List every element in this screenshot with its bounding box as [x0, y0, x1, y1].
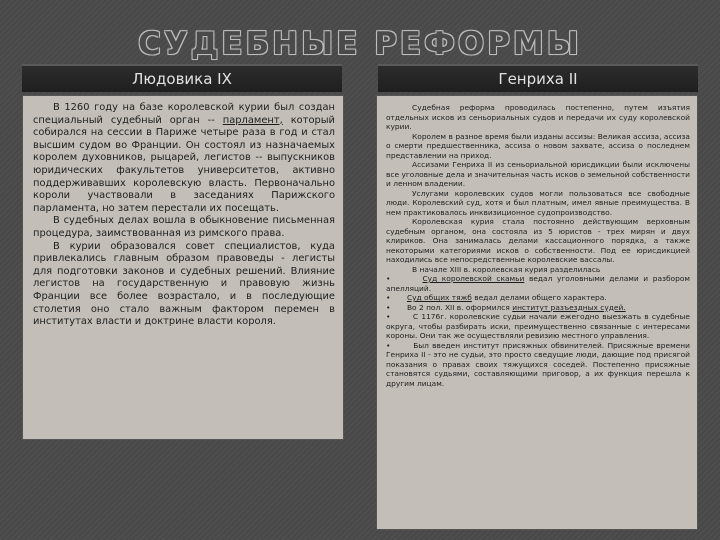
bullet-item: • С 1176г. королевские судьи начали ежегодно выезжать в судебные округа, чтобы разбирать иски, преимущественно связанные с интересами короны. Они так же осуществляли ревизию местного управления. [386, 312, 690, 340]
bullet-item: • Во 2 пол. XII в. оформился институт разъездных судей. [386, 302, 626, 312]
column-header-louis: Людовика IX [22, 64, 342, 92]
parliament-term: парламент, [222, 114, 283, 126]
bullet-item: • Суд общих тяжб ведал делами общего характера. [386, 293, 607, 302]
paragraph: Королевская курия стала постоянно действующим верховным судебным органом, она состояла из 5 юристов - трех мирян и двух клириков. Она занималась делами кассационного порядка, а также некоторыми категориями исков о собственности. Под ее юрисдикцией находились все непосредственные королевские вассалы. [386, 217, 690, 264]
bullet-icon: • [386, 293, 391, 302]
bullet-item: • Суд королевской скамьи ведал уголовными делами и разбором апелляций. [386, 274, 690, 293]
bullet-item: • Был введен институт присяжных обвинителей. Присяжные времени Генриха II - это не судьи, это просто сведущие люди, дающие под присягой показания о правах своих тяжущихся соседей. Постепенно присяжные становятся судьями, составляющими приговор, а их функция перешла к другим лицам. [386, 340, 690, 388]
slide-title: СУДЕБНЫЕ РЕФОРМЫ [138, 26, 582, 62]
paragraph: В курии образовался совет специалистов, куда привлекались главным образом правоведы - легисты для подготовки законов и судебных решений. Влияние легистов на государственную и правовую жизнь Франции все более возрастало, и в последующие столетия оно стало важным фактором перемен в институтах власти и доктрине власти короля. [33, 240, 335, 328]
paragraph: В судебных делах вошла в обыкновение письменная процедура, заимствованная из римского права. [33, 215, 335, 239]
henry-reform-text-box [376, 95, 698, 530]
paragraph: Королем в разное время были изданы ассизы: Великая ассиза, ассиза о смерти предшественника, ассиза о новом захвате, ассиза о последнем представлении на приход. [386, 131, 690, 160]
column-header-henry: Генриха II [378, 64, 698, 92]
paragraph: В начале XIII в. королевская курия разделилась [412, 264, 601, 274]
bullet-icon: • [386, 340, 391, 350]
paragraph: Ассизами Генриха II из сеньориальной юрисдикции были исключены все уголовные дела и значительная часть исков о земельной собственности и ленном владении. [386, 160, 690, 188]
paragraph: Судебная реформа проводилась постепенно, путем изъятия отдельных исков из сеньориальных судов и передачи их суду королевской курии. [386, 103, 690, 131]
paragraph: Услугами королевских судов могли пользоваться все свободные люди. Королевский суд, хотя и был платным, имел явные преимущества. В нем практиковалось инквизиционное судопроизводство. [386, 188, 690, 217]
bullet-icon: • [386, 302, 391, 312]
louis-reform-text-box [22, 95, 344, 440]
bullet-icon: • [386, 274, 391, 283]
paragraph: В 1260 году на базе королевской курии был создан специальный судебный орган -- парламент, который собирался на сессии в Париже четыре раза в год и стал высшим судом во Франции. Он состоял из назначаемых королем духовников, рыцарей, легистов -- выпускников юридических факультетов университетов, активно поддерживавших королевскую власть. Первоначально короли участвовали в заседаниях Парижского парламента, но затем перестали их посещать. [33, 102, 335, 214]
bullet-icon: • [386, 312, 391, 321]
